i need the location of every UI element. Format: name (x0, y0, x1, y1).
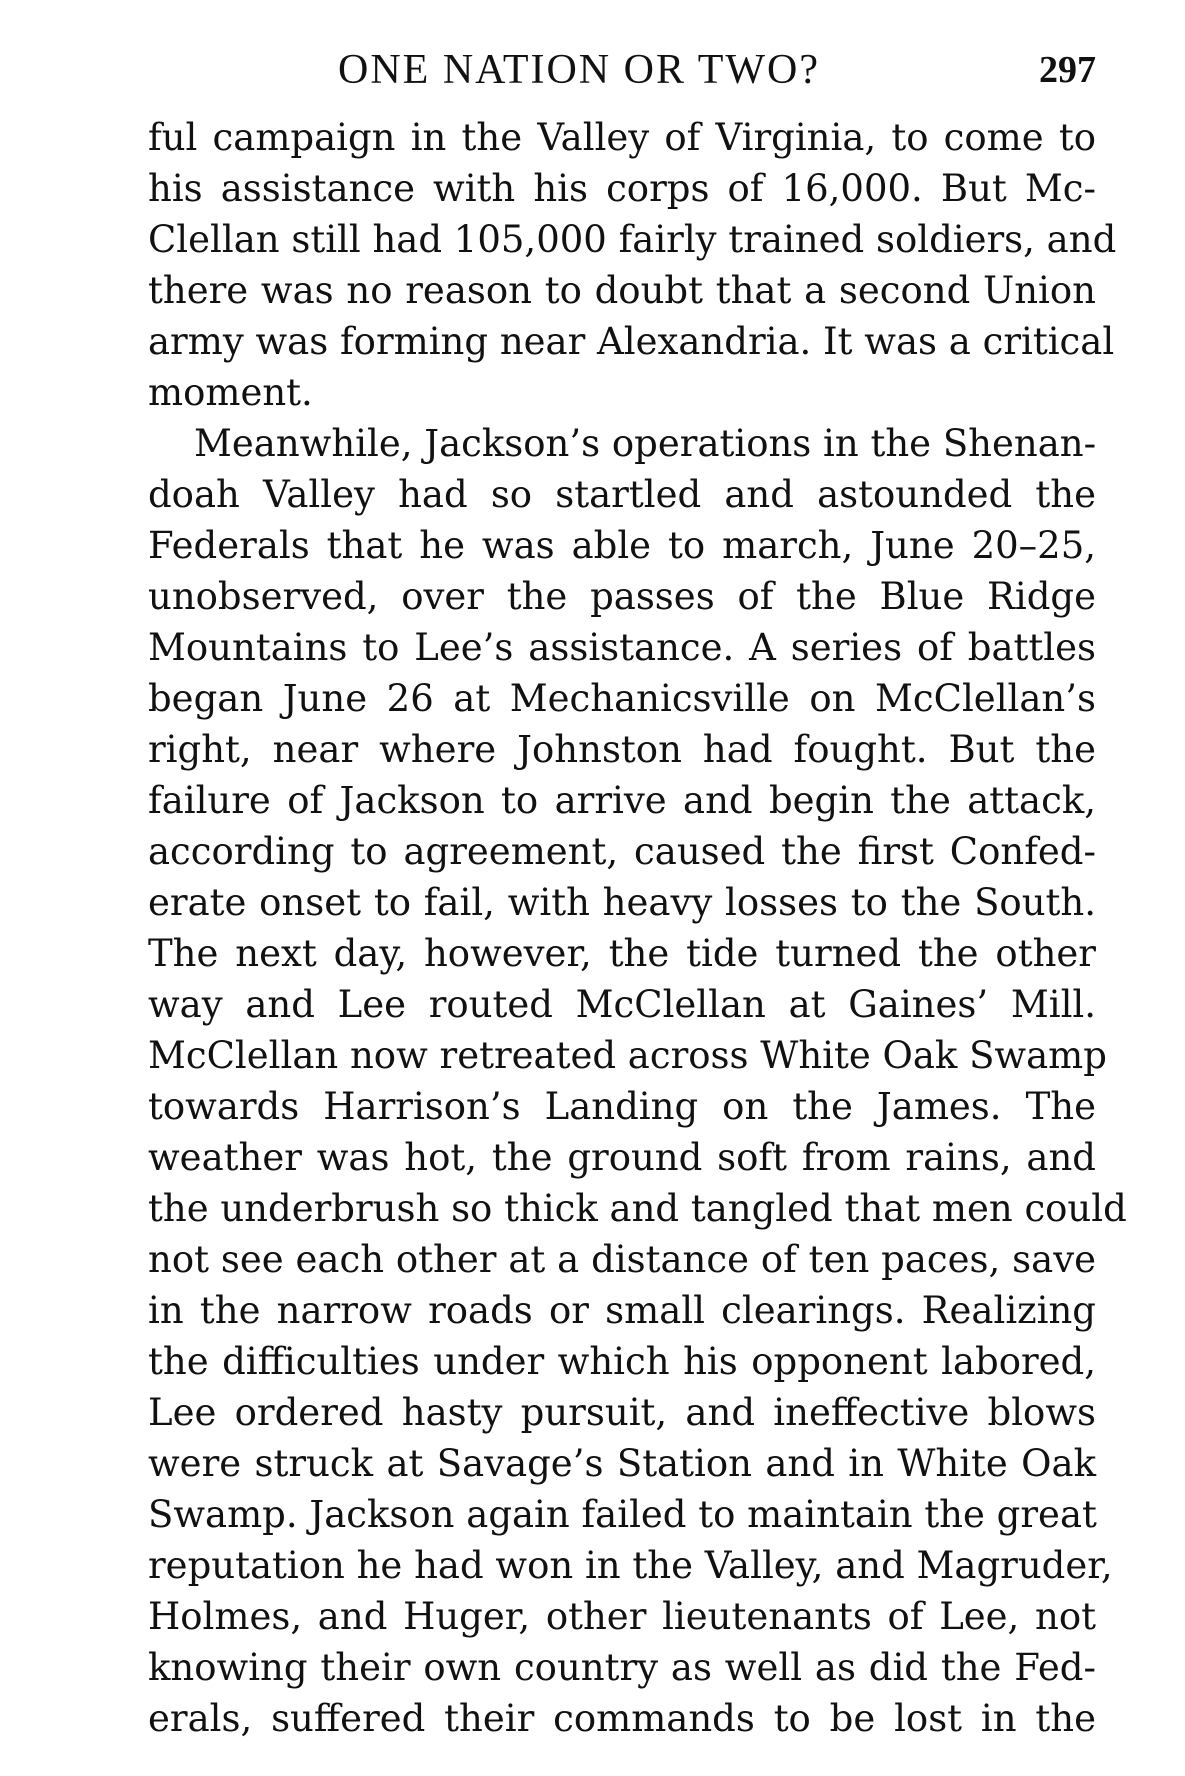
body-text (148, 112, 1127, 1744)
text-line: way and Lee routed McClellan at Gaines’ Mill. (148, 983, 1096, 1026)
page-number: 297 (1039, 49, 1096, 91)
text-line: there was no reason to doubt that a second Union (148, 269, 1096, 312)
text-line: weather was hot, the ground soft from rains, and (148, 1136, 1096, 1179)
running-title: ONE NATION OR TWO? (338, 47, 820, 93)
text-line: erals, suffered their commands to be lost in the (148, 1697, 1096, 1740)
text-line: army was forming near Alexandria. It was a critical (148, 320, 1115, 363)
paragraph-start-line: Meanwhile, Jackson’s operations in the Shenan- (194, 422, 1097, 465)
text-line: in the narrow roads or small clearings. Realizing (148, 1289, 1096, 1332)
text-line: not see each other at a distance of ten paces, save (148, 1238, 1096, 1281)
text-line: Mountains to Lee’s assistance. A series of battles (148, 626, 1096, 669)
text-line: knowing their own country as well as did the Fed- (148, 1646, 1096, 1689)
text-line: the difficulties under which his opponent labored, (148, 1340, 1096, 1383)
text-line: right, near where Johnston had fought. But the (148, 728, 1096, 771)
text-line: began June 26 at Mechanicsville on McClellan’s (148, 677, 1096, 720)
text-line: Swamp. Jackson again failed to maintain the great (148, 1493, 1097, 1536)
text-line: erate onset to fail, with heavy losses to the South. (148, 881, 1096, 924)
text-line: moment. (148, 371, 313, 414)
text-line: Clellan still had 105,000 fairly trained soldiers, and (148, 218, 1117, 261)
text-line: his assistance with his corps of 16,000. But Mc- (148, 167, 1096, 210)
text-line: Lee ordered hasty pursuit, and ineffective blows (148, 1391, 1096, 1434)
text-line: the underbrush so thick and tangled that men could (148, 1187, 1127, 1230)
text-line: Holmes, and Huger, other lieutenants of Lee, not (148, 1595, 1096, 1638)
running-head (148, 40, 1096, 100)
text-line: The next day, however, the tide turned the other (148, 932, 1096, 975)
text-line: were struck at Savage’s Station and in White Oak (148, 1442, 1096, 1485)
text-line: reputation he had won in the Valley, and Magruder, (148, 1544, 1113, 1587)
text-line: Federals that he was able to march, June 20–25, (148, 524, 1096, 567)
text-line: according to agreement, caused the first Confed- (148, 830, 1096, 873)
text-line: failure of Jackson to arrive and begin the attack, (148, 779, 1096, 822)
text-line: unobserved, over the passes of the Blue Ridge (148, 575, 1096, 618)
text-line: ful campaign in the Valley of Virginia, to come to (148, 116, 1096, 159)
text-line: doah Valley had so startled and astounded the (148, 473, 1096, 516)
text-line: McClellan now retreated across White Oak Swamp (148, 1034, 1107, 1077)
text-line: towards Harrison’s Landing on the James. The (148, 1085, 1096, 1128)
